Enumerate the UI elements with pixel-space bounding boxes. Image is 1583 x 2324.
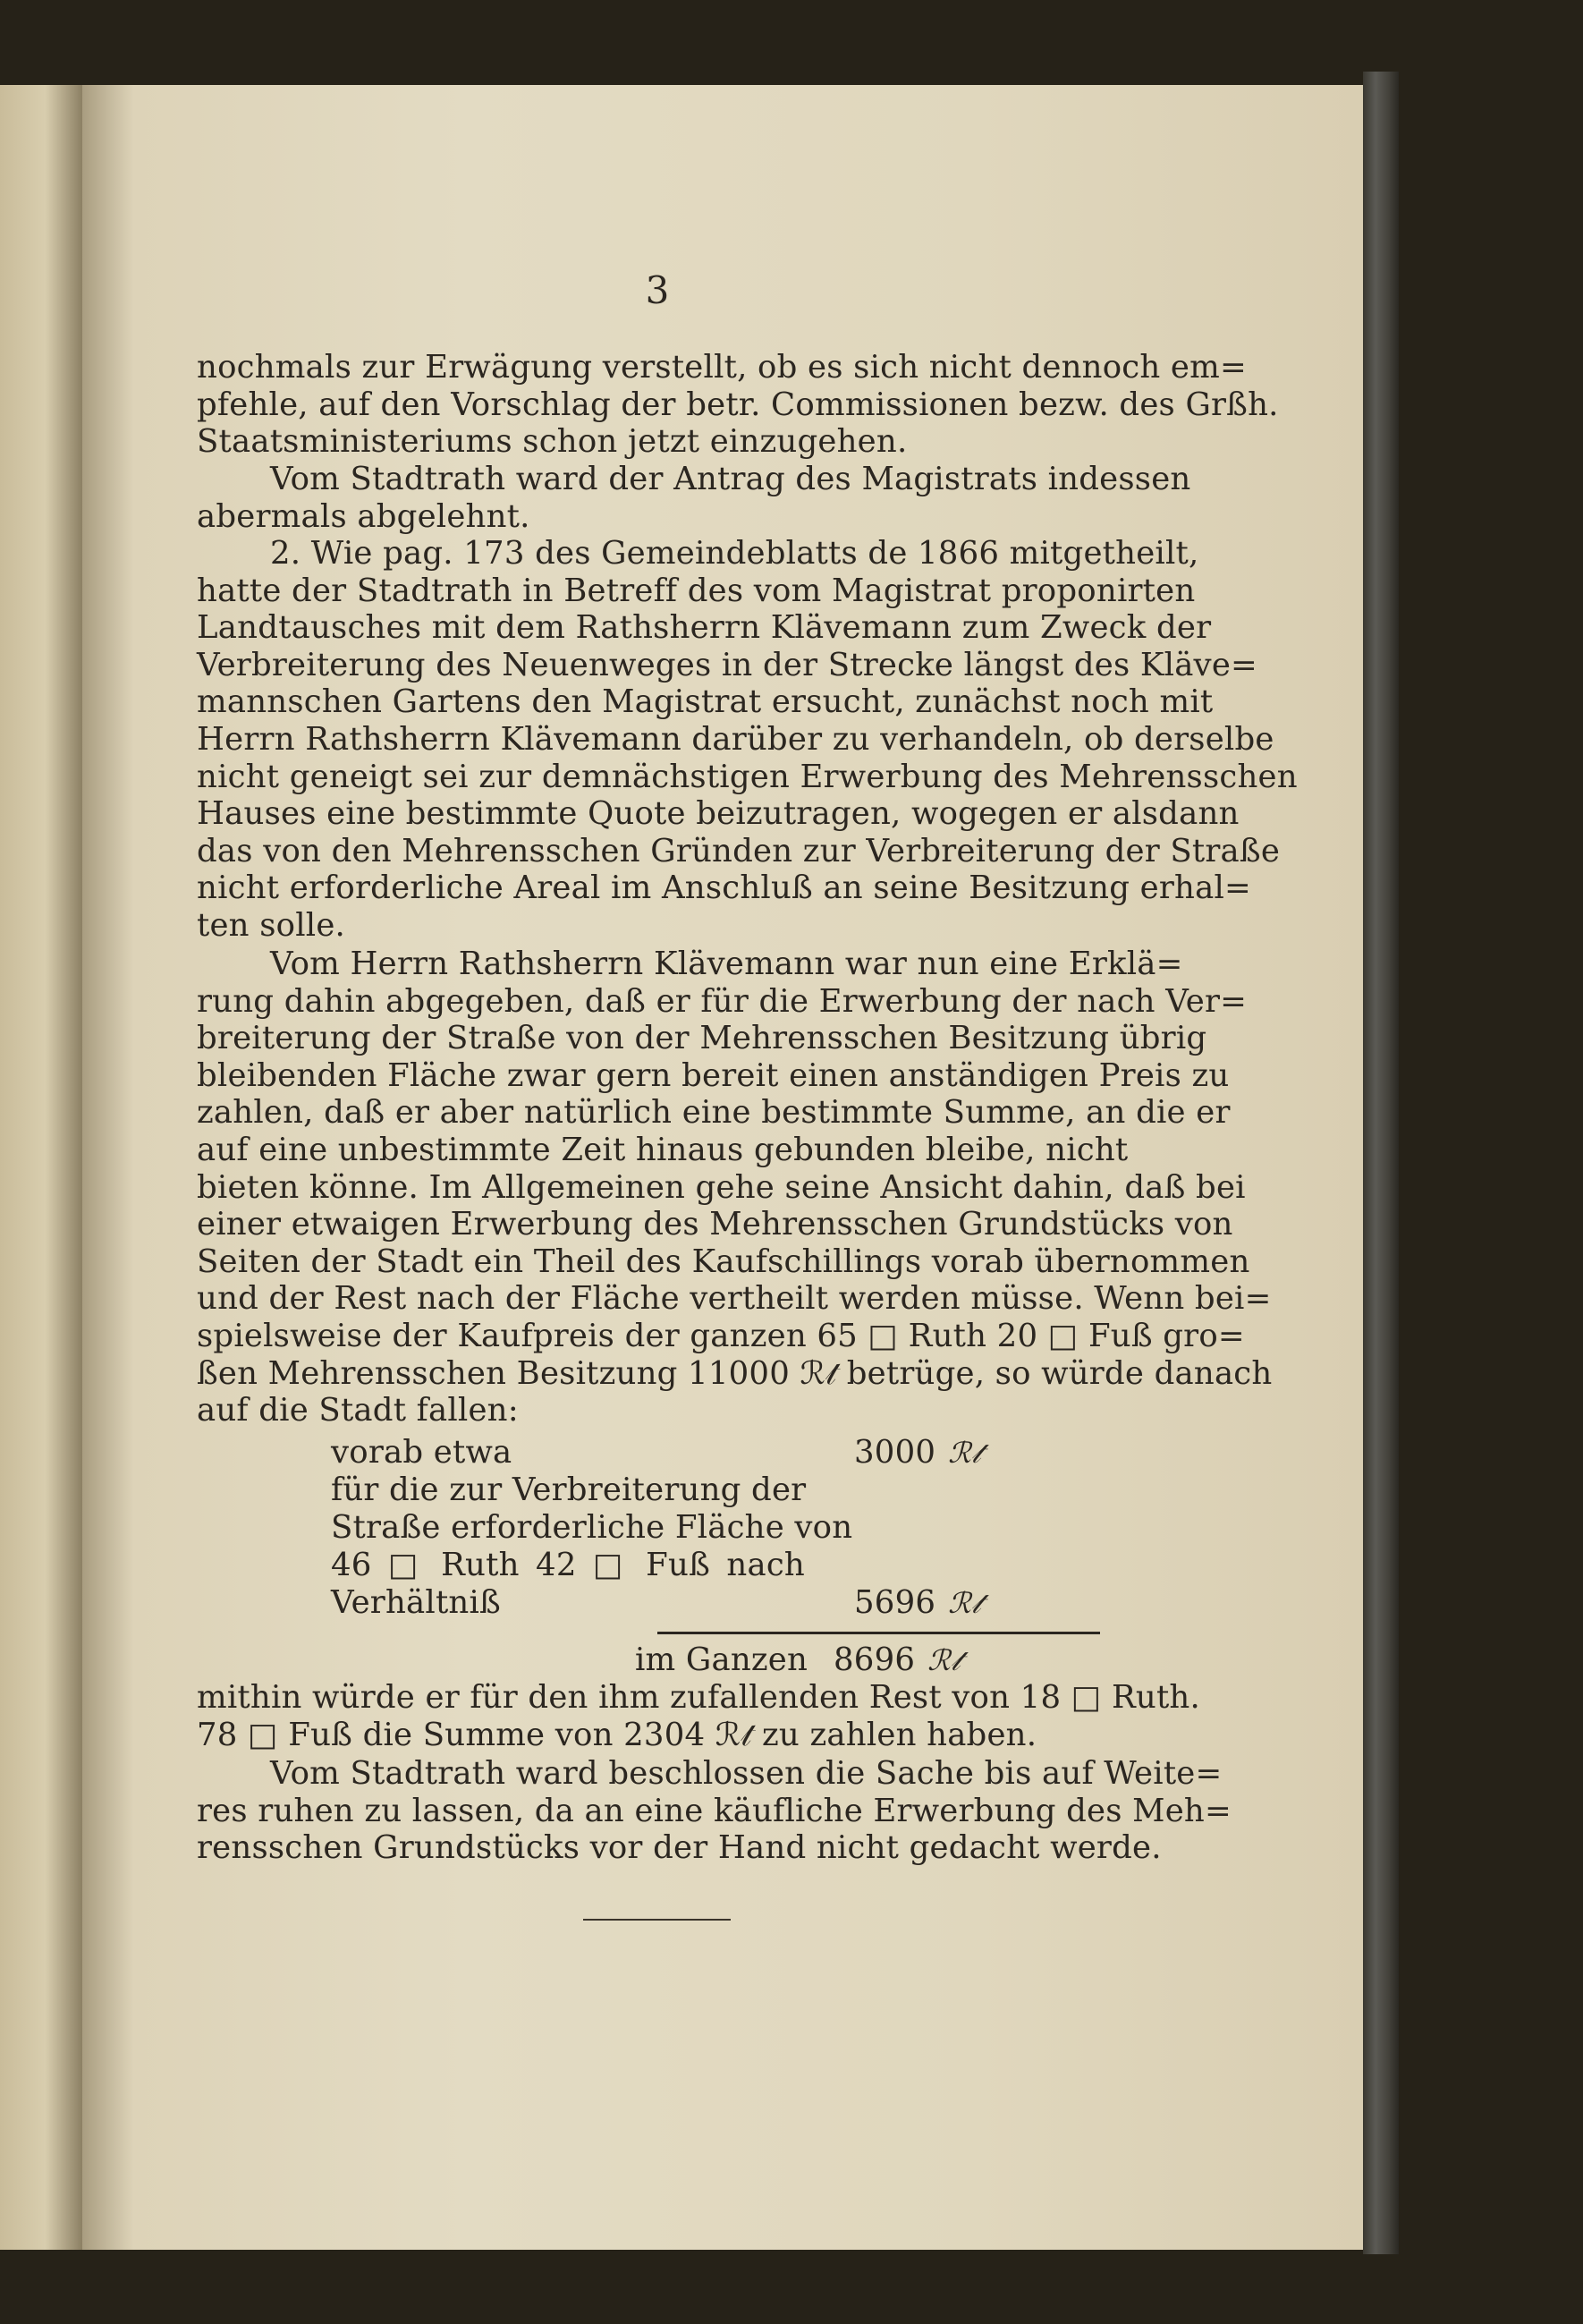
text-line: Vom Stadtrath ward beschlossen die Sache bis auf Weite= <box>270 1755 1223 1792</box>
calc-label: Straße erforderliche Fläche von <box>331 1509 853 1546</box>
calc-total-label: im Ganzen <box>635 1641 808 1678</box>
text-line: mithin würde er für den ihm zufallenden Rest von 18 □ Ruth. <box>197 1679 1200 1716</box>
text-line: und der Rest nach der Fläche vertheilt werden müsse. Wenn bei= <box>197 1280 1272 1318</box>
paragraph-klaevemann-declaration <box>197 946 1273 1429</box>
paragraph-continuation <box>197 349 1279 461</box>
text-line: abermals abgelehnt. <box>197 497 530 535</box>
text-line: res ruhen zu lassen, da an eine käufliche Erwerbung des Meh= <box>197 1792 1232 1829</box>
text-line: nicht geneigt sei zur demnächstigen Erwerbung des Mehrensschen <box>197 758 1298 795</box>
calc-label: 46 □ Ruth 42 □ Fuß nach <box>331 1547 805 1583</box>
calc-label: vorab etwa <box>331 1434 512 1471</box>
text-line: rung dahin abgegeben, daß er für die Erwerbung der nach Ver= <box>197 982 1248 1020</box>
calc-row <box>331 1472 993 1509</box>
text-line: ten solle. <box>197 906 346 944</box>
book-binding <box>1363 72 1399 2254</box>
text-line: hatte der Stadtrath in Betreff des vom Magistrat proponirten <box>197 572 1196 609</box>
text-line: breiterung der Straße von der Mehrensschen Besitzung übrig <box>197 1020 1207 1057</box>
text-line: spielsweise der Kaufpreis der ganzen 65 □ Ruth 20 □ Fuß gro= <box>197 1317 1245 1354</box>
text-line: Vom Stadtrath ward der Antrag des Magistrats indessen <box>270 461 1191 497</box>
text-line: Herrn Rathsherrn Klävemann darüber zu verhandeln, ob derselbe <box>197 720 1274 758</box>
text-line: nicht erforderliche Areal im Anschluß an seine Besitzung erhal= <box>197 869 1251 907</box>
currency-symbol: ℛ𝓉 <box>948 1436 981 1470</box>
text-line: bleibenden Fläche zwar gern bereit einen anständigen Preis zu <box>197 1056 1230 1094</box>
text-line: 2. Wie pag. 173 des Gemeindeblatts de 1866 mitgetheilt, <box>270 535 1199 572</box>
sum-rule <box>657 1632 1100 1634</box>
paragraph-remaining-sum <box>197 1679 1200 1753</box>
paragraph-item-2 <box>197 535 1298 945</box>
calc-label: für die zur Verbreiterung der <box>331 1472 807 1508</box>
calc-row <box>331 1547 993 1584</box>
text-line: pfehle, auf den Vorschlag der betr. Commissionen bezw. des Grßh. <box>197 386 1279 423</box>
text-line: einer etwaigen Erwerbung des Mehrensschen Grundstücks von <box>197 1206 1233 1243</box>
text-line: Vom Herrn Rathsherrn Klävemann war nun eine Erklä= <box>270 946 1183 982</box>
text-line: Hauses eine bestimmte Quote beizutragen, wogegen er alsdann <box>197 795 1240 833</box>
text-line: ßen Mehrensschen Besitzung 11000 ℛ𝓉 betrüge, so würde danach <box>197 1354 1273 1392</box>
text-line: Landtausches mit dem Rathsherrn Klävemann zum Zweck der <box>197 609 1212 647</box>
text-line: auf die Stadt fallen: <box>197 1392 519 1429</box>
paragraph-stadtrath-rejection <box>197 461 1191 535</box>
page-number: 3 <box>645 268 670 312</box>
calc-row <box>331 1434 993 1472</box>
text-line: zahlen, daß er aber natürlich eine bestimmte Summe, an die er <box>197 1094 1231 1132</box>
text-line: das von den Mehrensschen Gründen zur Verbreiterung der Straße <box>197 832 1281 869</box>
text-line: rensschen Grundstücks vor der Hand nicht gedacht werde. <box>197 1829 1162 1867</box>
text-line: Seiten der Stadt ein Theil des Kaufschillings vorab übernommen <box>197 1243 1250 1280</box>
text-line: 78 □ Fuß die Summe von 2304 ℛ𝓉 zu zahlen haben. <box>197 1716 1037 1753</box>
paragraph-resolution <box>197 1755 1232 1867</box>
text-line: mannschen Gartens den Magistrat ersucht, zunächst noch mit <box>197 683 1214 721</box>
calc-amount: 3000 ℛ𝓉 <box>854 1434 981 1471</box>
text-line: auf eine unbestimmte Zeit hinaus gebunden bleibe, nicht <box>197 1131 1129 1168</box>
currency-symbol: ℛ𝓉 <box>948 1586 981 1620</box>
text-line: Staatsministeriums schon jetzt einzugehen. <box>197 423 908 461</box>
calc-row <box>331 1584 993 1622</box>
facing-page-edge <box>0 85 82 2250</box>
calc-row <box>331 1509 993 1547</box>
calc-total-amount: 8696 ℛ𝓉 <box>834 1641 961 1678</box>
currency-symbol: ℛ𝓉 <box>927 1643 961 1677</box>
calc-label: Verhältniß <box>331 1584 501 1621</box>
text-line: bieten könne. Im Allgemeinen gehe seine Ansicht dahin, daß bei <box>197 1168 1246 1206</box>
end-rule <box>583 1919 731 1921</box>
calc-amount: 5696 ℛ𝓉 <box>854 1584 981 1621</box>
text-line: Verbreiterung des Neuenweges in der Strecke längst des Kläve= <box>197 646 1257 683</box>
text-line: nochmals zur Erwägung verstellt, ob es sich nicht dennoch em= <box>197 349 1247 386</box>
